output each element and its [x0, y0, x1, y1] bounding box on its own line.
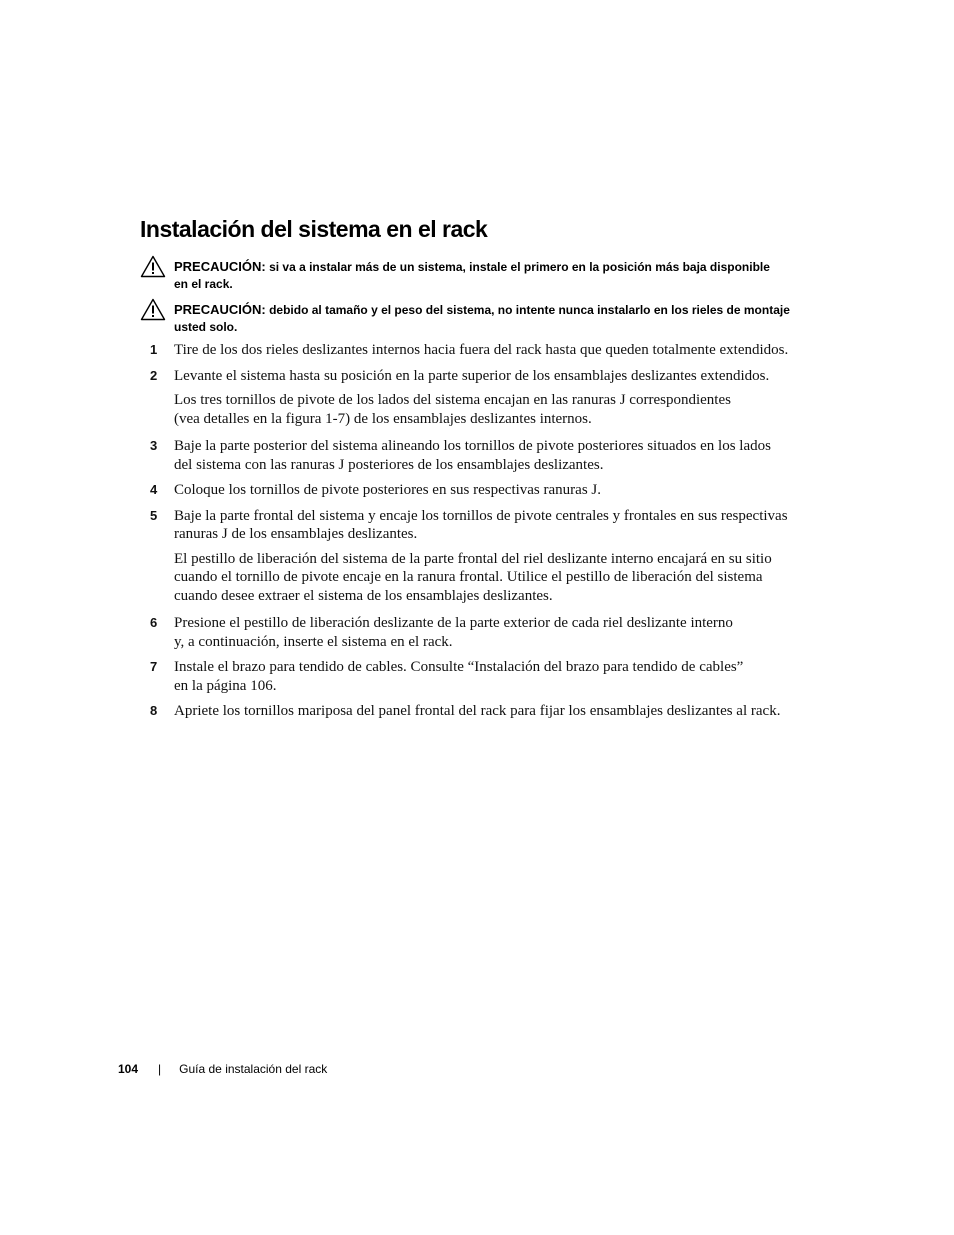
caution-text	[140, 258, 790, 293]
caution-line: usted solo.	[174, 320, 238, 334]
step-item	[150, 507, 830, 544]
footer-separator: |	[158, 1062, 162, 1076]
step-text: Apriete los tornillos mariposa del panel frontal del rack para fijar los ensamblajes deslizantes al rack.	[174, 703, 781, 719]
page-title: Instalación del sistema en el rack	[140, 216, 488, 242]
warning-triangle-icon	[140, 298, 166, 321]
step-text: Baje la parte posterior del sistema alineando los tornillos de pivote posteriores situados en los lados	[174, 438, 771, 454]
note-line: cuando el tornillo de pivote encaje en la ranura frontal. Utilice el pestillo de liberación del sistema	[174, 569, 763, 585]
caution-text	[140, 301, 790, 336]
caution-label: PRECAUCIÓN:	[174, 302, 266, 317]
caution-notice-1	[140, 258, 790, 293]
caution-line: en el rack.	[174, 277, 233, 291]
step-text: y, a continuación, inserte el sistema en el rack.	[174, 633, 453, 650]
step-number: 4	[150, 482, 158, 497]
step-text: en la página 106.	[174, 677, 277, 694]
note-line: cuando desee extraer el sistema de los ensamblajes deslizantes.	[174, 587, 553, 604]
step-item	[150, 481, 830, 500]
step-text: del sistema con las ranuras J posteriores de los ensamblajes deslizantes.	[174, 456, 604, 473]
warning-triangle-icon	[140, 255, 166, 278]
page-footer	[118, 1062, 327, 1076]
step-number: 8	[150, 703, 158, 718]
step-note	[150, 391, 830, 428]
step-number: 2	[150, 367, 158, 383]
step-number: 3	[150, 438, 158, 453]
step-item	[150, 614, 830, 651]
note-line: Los tres tornillos de pivote de los lados del sistema encajan en las ranuras J correspondientes	[174, 392, 731, 408]
step-text: Instale el brazo para tendido de cables. Consulte “Instalación del brazo para tendido de cables”	[174, 659, 744, 675]
step-number: 7	[150, 659, 158, 674]
step-note	[150, 550, 830, 606]
page-number: 104	[118, 1062, 139, 1076]
step-text: Baje la parte frontal del sistema y encaje los tornillos de pivote centrales y frontales en sus respectivas	[174, 507, 788, 524]
step-number: 6	[150, 615, 158, 630]
step-item	[150, 367, 830, 386]
caution-notice-2	[140, 301, 790, 336]
step-item	[150, 437, 830, 474]
step-number: 1	[150, 342, 158, 357]
caution-line: si va a instalar más de un sistema, instale el primero en la posición más baja disponible	[265, 260, 770, 274]
caution-label: PRECAUCIÓN:	[174, 259, 266, 274]
caution-line: debido al tamaño y el peso del sistema, no intente nunca instalarlo en los rieles de montaje	[265, 303, 790, 317]
step-text: Levante el sistema hasta su posición en la parte superior de los ensamblajes deslizantes extendidos.	[174, 367, 770, 384]
step-text: Coloque los tornillos de pivote posteriores en sus respectivas ranuras J.	[174, 482, 602, 498]
step-text: ranuras J de los ensamblajes deslizantes.	[174, 526, 418, 542]
step-item	[150, 658, 830, 695]
footer-doc-title: Guía de instalación del rack	[179, 1062, 328, 1076]
note-line: El pestillo de liberación del sistema de la parte frontal del riel deslizante interno encajará en su sitio	[174, 550, 772, 567]
steps-list	[150, 341, 830, 728]
note-line: (vea detalles en la figura 1-7) de los ensamblajes deslizantes internos.	[174, 410, 592, 427]
step-text: Tire de los dos rieles deslizantes internos hacia fuera del rack hasta que queden totalmente extendidos.	[174, 342, 789, 358]
step-item	[150, 341, 830, 360]
step-text: Presione el pestillo de liberación deslizante de la parte exterior de cada riel deslizante interno	[174, 615, 733, 631]
step-item	[150, 702, 830, 721]
step-number: 5	[150, 507, 158, 523]
